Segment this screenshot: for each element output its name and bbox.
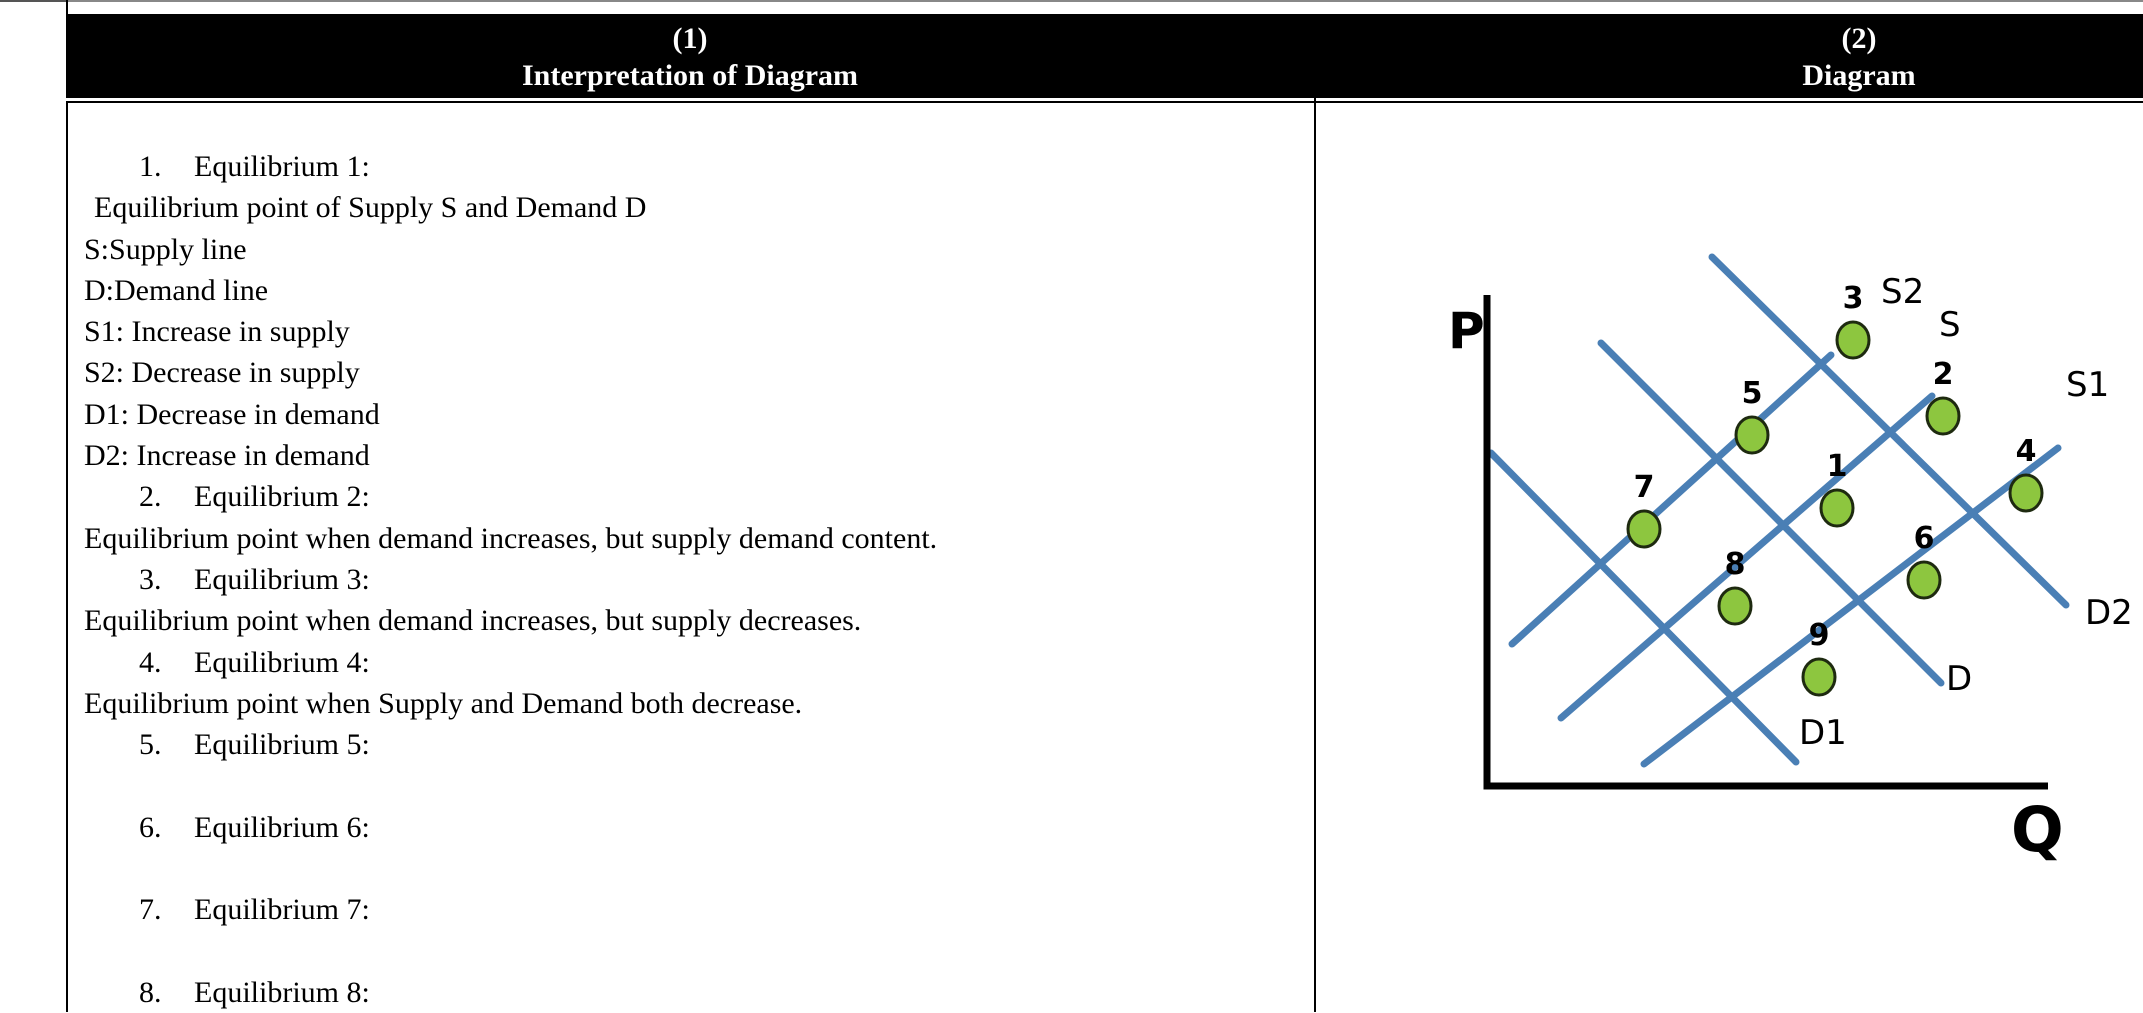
curve-label-s: S	[1939, 305, 1961, 345]
curve-line-s1	[1644, 448, 2058, 764]
equilibrium-point-6	[1908, 562, 1940, 598]
list-label: Equilibrium 3:	[194, 562, 370, 596]
equilibrium-4-description: Equilibrium point when Supply and Demand both decrease.	[84, 686, 803, 720]
list-item-equilibrium-8	[84, 972, 1294, 1013]
equilibrium-point-2	[1927, 398, 1959, 434]
list-item-equilibrium-5	[84, 724, 1294, 765]
equilibrium-point-1	[1821, 490, 1853, 526]
curve-label-s1: S1	[2066, 365, 2110, 405]
legend-s2: S2: Decrease in supply	[84, 356, 360, 390]
point-label-6: 6	[1913, 521, 1935, 556]
list-number: 5.	[139, 728, 162, 762]
list-number: 6.	[139, 810, 162, 844]
page-gutter-line	[0, 0, 66, 2]
legend-s1: S1: Increase in supply	[84, 315, 350, 349]
equilibrium-2-description: Equilibrium point when demand increases, but supply demand content.	[84, 521, 938, 555]
list-item-equilibrium-1	[84, 146, 1294, 187]
blank-line	[84, 848, 1294, 889]
curve-lines	[1491, 257, 2066, 764]
list-label: Equilibrium 1:	[194, 150, 370, 183]
list-label: Equilibrium 8:	[194, 975, 370, 1009]
blank-line	[84, 931, 1294, 972]
header-col1-number: (1)	[672, 22, 708, 55]
list-number: 4.	[139, 645, 162, 679]
point-label-5: 5	[1741, 376, 1763, 411]
list-item-equilibrium-3	[84, 559, 1294, 600]
header-cell-interpretation	[66, 14, 1314, 98]
header-col2-title: Diagram	[1802, 59, 1916, 92]
y-axis-label: P	[1448, 302, 1485, 360]
legend-d1: D1: Decrease in demand	[84, 397, 380, 431]
list-item-equilibrium-6	[84, 807, 1294, 848]
point-label-9: 9	[1808, 618, 1830, 653]
list-label: Equilibrium 6:	[194, 810, 370, 844]
point-label-3: 3	[1842, 281, 1864, 316]
document-table	[66, 14, 2143, 1012]
list-item-equilibrium-4	[84, 642, 1294, 683]
point-label-2: 2	[1932, 357, 1954, 392]
point-label-7: 7	[1633, 470, 1655, 505]
list-label: Equilibrium 7:	[194, 893, 370, 927]
point-label-4: 4	[2015, 434, 2037, 469]
point-labels	[1634, 281, 2037, 653]
list-item-equilibrium-7	[84, 889, 1294, 930]
header-cell-diagram	[1316, 14, 2143, 98]
list-number: 7.	[139, 893, 162, 927]
curve-label-s2: S2	[1881, 272, 1925, 312]
list-label: Equilibrium 4:	[194, 645, 370, 679]
list-number: 3.	[139, 562, 162, 596]
curve-label-d1: D1	[1799, 713, 1847, 753]
list-label: Equilibrium 2:	[194, 480, 370, 514]
curve-label-d2: D2	[2085, 593, 2133, 633]
list-label: Equilibrium 5:	[194, 728, 370, 762]
legend-supply: S:Supply line	[84, 232, 247, 266]
interpretation-text	[84, 146, 1294, 1013]
equilibrium-point-8	[1719, 588, 1751, 624]
list-number: 8.	[139, 975, 162, 1009]
list-item-equilibrium-2	[84, 476, 1294, 517]
equilibrium-1-description: Equilibrium point of Supply S and Demand D	[94, 191, 647, 225]
x-axis-label: Q	[2011, 793, 2064, 866]
equilibrium-point-3	[1837, 322, 1869, 358]
point-label-8: 8	[1724, 547, 1746, 582]
equilibrium-point-4	[2010, 475, 2042, 511]
curve-line-s2	[1512, 355, 1831, 644]
legend-demand: D:Demand line	[84, 273, 269, 307]
point-label-1: 1	[1826, 449, 1848, 484]
header-col2-number: (2)	[1841, 22, 1877, 55]
list-number: 2.	[139, 480, 162, 514]
blank-line	[84, 765, 1294, 806]
equilibrium-point-7	[1628, 511, 1660, 547]
equilibrium-point-9	[1803, 659, 1835, 695]
table-header-row	[66, 14, 2143, 98]
list-number: 1.	[139, 150, 162, 183]
curve-label-d: D	[1946, 659, 1973, 699]
header-col1-title: Interpretation of Diagram	[521, 59, 859, 92]
supply-demand-diagram	[1316, 101, 2143, 1012]
equilibrium-point-5	[1736, 417, 1768, 453]
legend-d2: D2: Increase in demand	[84, 439, 370, 473]
top-rule	[66, 0, 2143, 2]
equilibrium-3-description: Equilibrium point when demand increases, but supply decreases.	[84, 604, 862, 638]
